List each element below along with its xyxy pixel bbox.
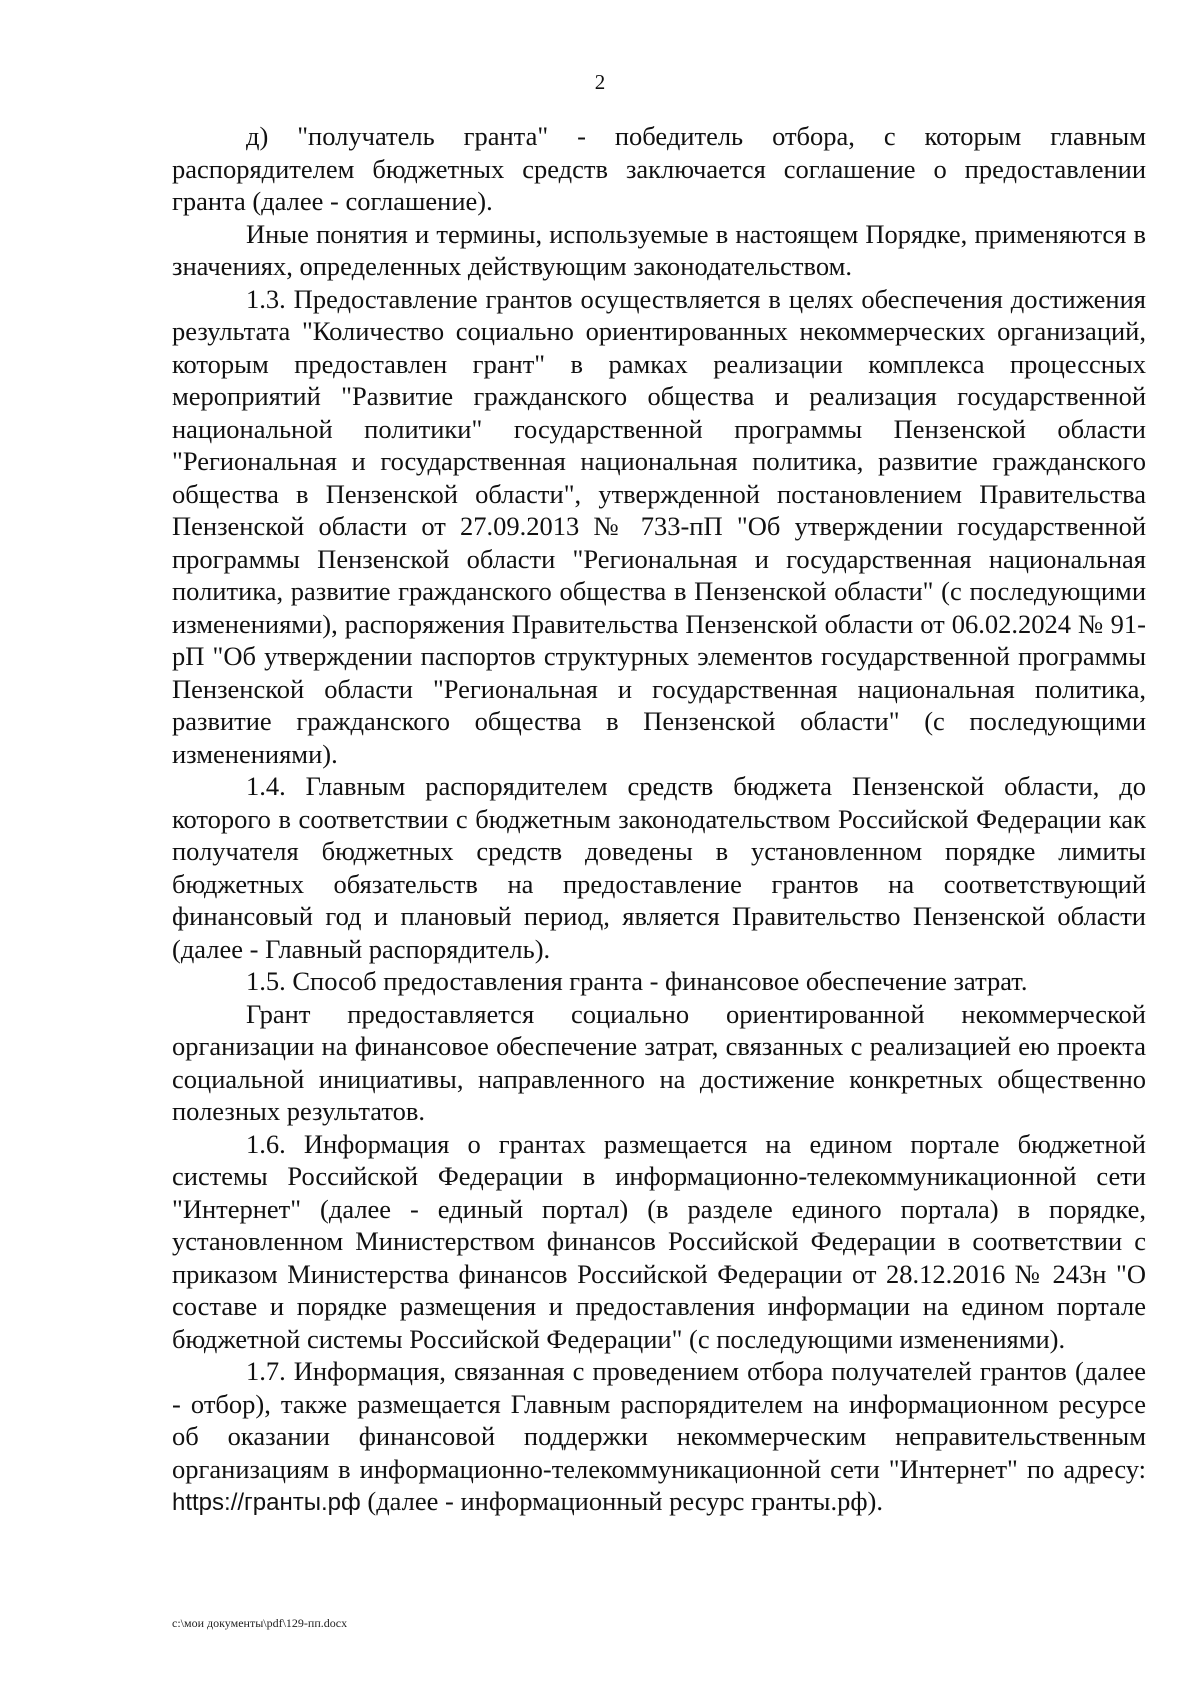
paragraph-1-3: 1.3. Предоставление грантов осуществляется в целях обеспечения достижения результата "Количество социально ориентированных некоммерческих организаций, которым предоставлен грант" в рамках реализации комплекса процессных мероприятий "Развитие гражданского общества и реализация государственной национальной политики" государственной программы Пензенской области "Региональная и государственная национальная политика, развитие гражданского общества в Пензенской области", утвержденной постановлением Правительства Пензенской области от 27.09.2013 № 733-пП "Об утверждении государственной программы Пензенской области "Региональная и государственная национальная политика, развитие гражданского общества в Пензенской области" (с последующими изменениями), распоряжения Правительства Пензенской области от 06.02.2024 № 91-рП "Об утверждении паспортов структурных элементов государственной программы Пензенской области "Региональная и государственная национальная политика, развитие гражданского общества в Пензенской области" (с последующими изменениями).	[172, 283, 1146, 769]
paragraph-grant-purpose: Грант предоставляется социально ориентированной некоммерческой организации на финансовое обеспечение затрат, связанных с реализацией ею проекта социальной инициативы, направленного на достижение конкретных общественно полезных результатов.	[172, 998, 1146, 1126]
paragraph-recipient-definition: д) "получатель гранта" - победитель отбора, с которым главным распорядителем бюджетных средств заключается соглашение о предоставлении гранта (далее - соглашение).	[172, 121, 1146, 216]
paragraph-1-7	[172, 1355, 1146, 1520]
paragraph-1-7-text-before: 1.7. Информация, связанная с проведением отбора получателей грантов (далее - отбор), также размещается Главным распорядителем на информационном ресурсе об оказании финансовой поддержки некоммерческим неправительственным организациям в информационно-телекоммуникационной сети "Интернет" по адресу:	[172, 1356, 1146, 1484]
footer-file-path: c:\мои документы\pdf\129-пп.docx	[172, 1616, 348, 1630]
paragraph-1-5: 1.5. Способ предоставления гранта - финансовое обеспечение затрат.	[246, 966, 1028, 996]
paragraph-1-6: 1.6. Информация о грантах размещается на едином портале бюджетной системы Российской Федерации в информационно-телекоммуникационной сети "Интернет" (далее - единый портал) (в разделе единого портала) в порядке, установленном Министерством финансов Российской Федерации в соответствии с приказом Министерства финансов Российской Федерации от 28.12.2016 № 243н "О составе и порядке размещения и предоставления информации на едином портале бюджетной системы Российской Федерации" (с последующими изменениями).	[172, 1128, 1146, 1354]
document-body	[172, 120, 1146, 1520]
paragraph-1-4: 1.4. Главным распорядителем средств бюджета Пензенской области, до которого в соответствии с бюджетным законодательством Российской Федерации как получателя бюджетных средств доведены в установленном порядке лимиты бюджетных обязательств на предоставление грантов на соответствующий финансовый год и плановый период, является Правительство Пензенской области (далее - Главный распорядитель).	[172, 771, 1146, 964]
grants-url-link[interactable]: https://гранты.рф	[172, 1489, 361, 1516]
page-number: 2	[594, 70, 606, 94]
paragraph-1-7-text-after: (далее - информационный ресурс гранты.рф).	[360, 1486, 883, 1516]
paragraph-other-terms: Иные понятия и термины, используемые в настоящем Порядке, применяются в значениях, определенных действующим законодательством.	[172, 218, 1146, 281]
